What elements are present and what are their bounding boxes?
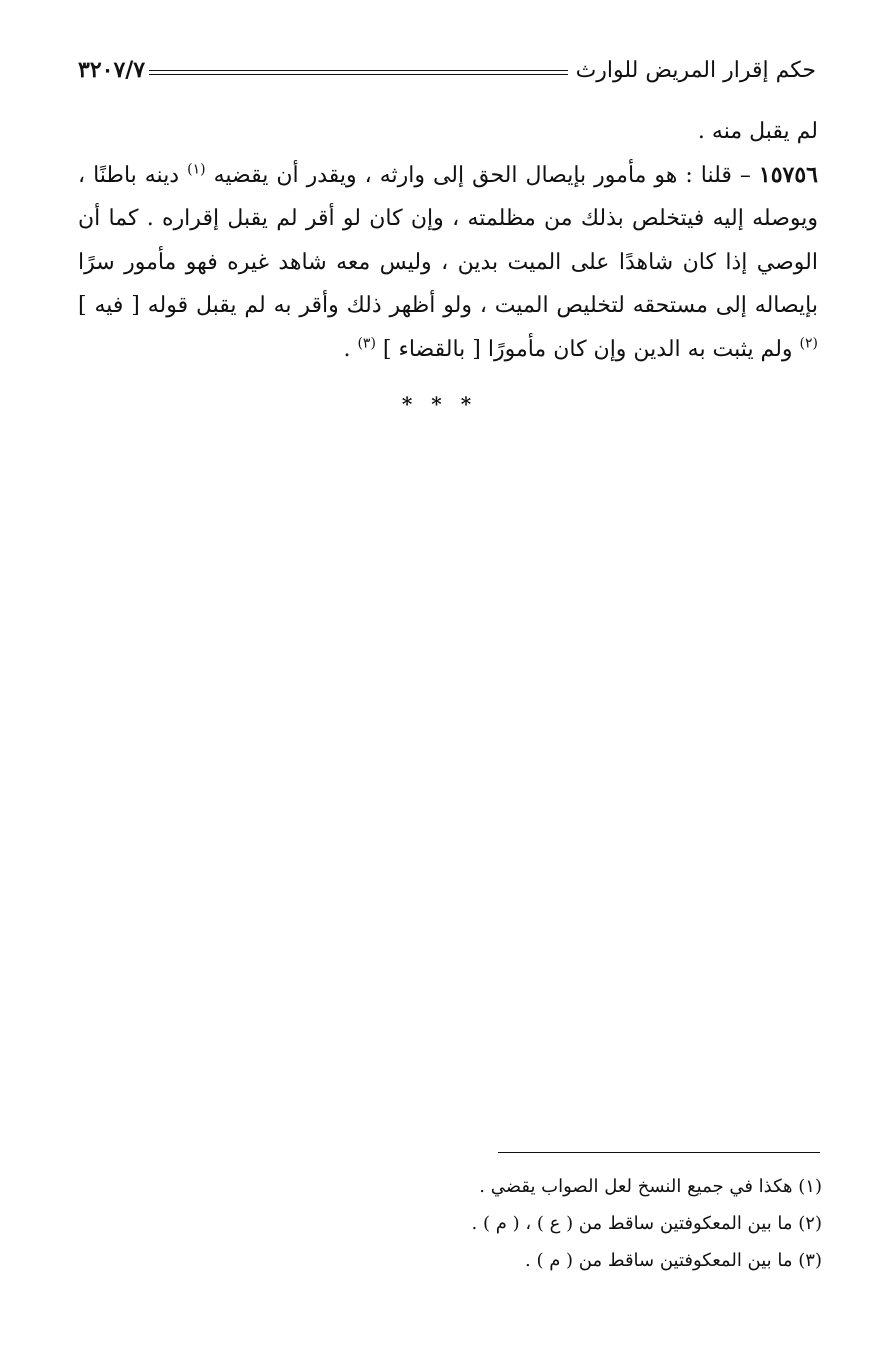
footnote-3: (٣) ما بين المعكوفتين ساقط من ( م ) . (525, 1250, 822, 1271)
footnote-marker-2[interactable]: (٢) (799, 335, 818, 352)
footnote-marker-1[interactable]: (١) (187, 161, 206, 178)
entry-text-part-3: ولم يثبت به الدين وإن كان مأمورًا [ بالقضاء ] (375, 336, 800, 362)
footnote-divider (498, 1152, 820, 1153)
footnote-1: (١) هكذا في جميع النسخ لعل الصواب يقضي . (479, 1176, 822, 1197)
footnotes (300, 1168, 822, 1279)
footnote-marker-3[interactable]: (٣) (357, 335, 376, 352)
header-rule (149, 70, 567, 75)
main-text (78, 110, 818, 371)
entry-text-part-2: دينه باطنًا ، ويوصله إليه فيتخلص بذلك من مظلمته ، وإن كان لو أقر لم يقبل إقراره . كما أن الوصي إذا كان شاهدًا على الميت بدين ، وليس معه شاهد غيره فهو مأمور سرًا بإيصاله إلى مستحقه لتخليص الميت ، ولو أظهر ذلك وأقر به لم يقبل قوله [ فيه ] (78, 162, 818, 318)
section-separator: * * * (401, 392, 478, 416)
entry-paragraph (78, 154, 818, 372)
footnote-2: (٢) ما بين المعكوفتين ساقط من ( ع ) ، ( م ) . (471, 1213, 822, 1234)
header-page-reference: ٣٢٠٧/٧ (78, 57, 146, 83)
running-header (78, 50, 816, 90)
continuation-line: لم يقبل منه . (697, 119, 818, 144)
entry-text-part-1: – قلنا : هو مأمور بإيصال الحق إلى وارثه ، ويقدر أن يقضيه (205, 162, 759, 188)
entry-number: ١٥٧٥٦ (758, 161, 818, 188)
entry-text-part-4: . (343, 336, 358, 362)
header-title: حكم إقرار المريض للوارث (575, 57, 816, 83)
